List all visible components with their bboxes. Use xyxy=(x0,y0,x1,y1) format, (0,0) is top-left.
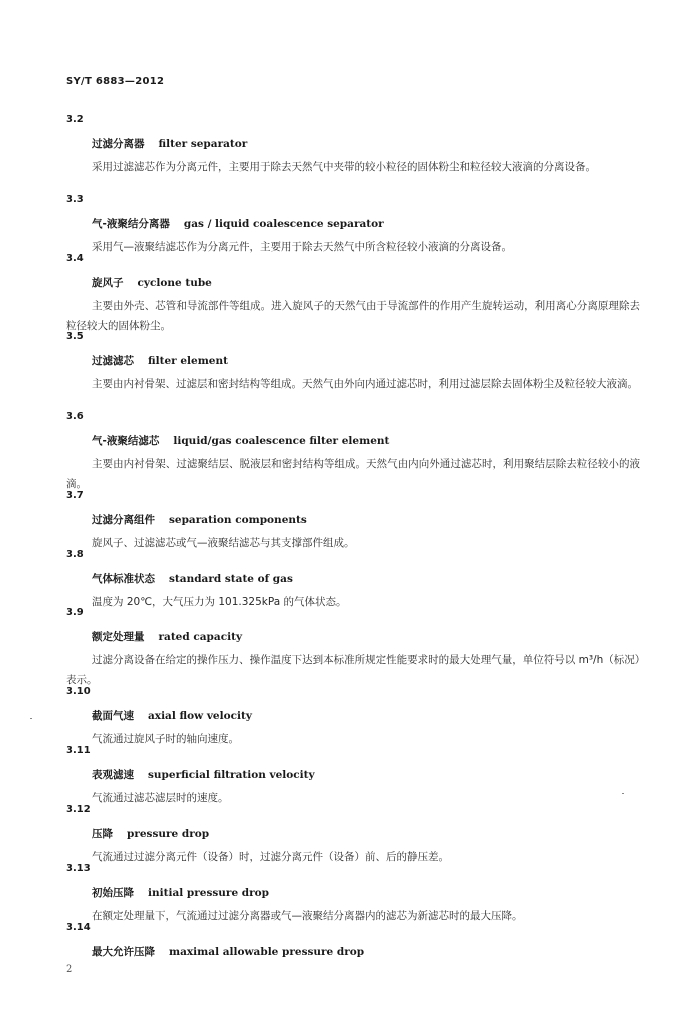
term-en: initial pressure drop xyxy=(148,887,269,899)
term-zh: 过滤滤芯 xyxy=(92,355,134,367)
term-en: liquid/gas coalescence filter element xyxy=(173,435,390,447)
term-heading xyxy=(92,826,209,841)
clause-number: 3.14 xyxy=(66,922,91,933)
term-zh: 气-液聚结滤芯 xyxy=(92,435,160,447)
term-zh: 旋风子 xyxy=(92,277,124,289)
term-heading xyxy=(92,216,384,231)
term-definition: 气流通过滤芯滤层时的速度。 xyxy=(92,792,229,804)
clause-number: 3.7 xyxy=(66,490,84,501)
term-zh: 额定处理量 xyxy=(92,631,145,643)
term-heading xyxy=(92,629,242,644)
term-definition: 主要由内衬骨架、过滤层和密封结构等组成。天然气由外向内通过滤芯时，利用过滤层除去固体粉尘及粒径较大液滴。 xyxy=(92,378,638,390)
term-heading xyxy=(92,512,307,527)
term-definition: 采用过滤滤芯作为分离元件，主要用于除去天然气中夹带的较小粒径的固体粉尘和粒径较大液滴的分离设备。 xyxy=(92,161,596,173)
term-definition: 采用气—液聚结滤芯作为分离元件，主要用于除去天然气中所含粒径较小液滴的分离设备。 xyxy=(92,241,512,253)
clause-number: 3.13 xyxy=(66,863,91,874)
term-definition: 气流通过旋风子时的轴向速度。 xyxy=(92,733,239,745)
term-en: separation components xyxy=(169,514,307,526)
term-zh: 过滤分离器 xyxy=(92,138,145,150)
term-heading xyxy=(92,353,228,368)
term-heading xyxy=(92,944,364,959)
term-definition: 气流通过过滤分离元件（设备）时，过滤分离元件（设备）前、后的静压差。 xyxy=(92,851,449,863)
term-en: filter separator xyxy=(158,138,248,150)
clause-number: 3.12 xyxy=(66,804,91,815)
term-heading xyxy=(92,885,269,900)
term-heading xyxy=(92,136,247,151)
clause-number: 3.3 xyxy=(66,194,84,205)
term-en: superficial filtration velocity xyxy=(148,769,315,781)
term-en: axial flow velocity xyxy=(148,710,252,722)
term-zh: 最大允许压降 xyxy=(92,946,155,958)
term-definition: 在额定处理量下，气流通过过滤分离器或气—液聚结分离器内的滤芯为新滤芯时的最大压降。 xyxy=(92,910,523,922)
term-en: standard state of gas xyxy=(169,573,293,585)
scan-speck xyxy=(622,793,624,794)
term-zh: 压降 xyxy=(92,828,113,840)
term-en: filter element xyxy=(148,355,228,367)
scan-speck xyxy=(30,718,32,719)
term-zh: 过滤分离组件 xyxy=(92,514,155,526)
term-zh: 截面气速 xyxy=(92,710,134,722)
clause-number: 3.8 xyxy=(66,549,84,560)
term-definition: 主要由外壳、芯管和导流部件等组成。进入旋风子的天然气由于导流部件的作用产生旋转运动，利用离心分离原理除去粒径较大的固体粉尘。 xyxy=(66,300,640,332)
term-en: rated capacity xyxy=(158,631,243,643)
term-definition: 温度为 20℃，大气压力为 101.325kPa 的气体状态。 xyxy=(92,596,347,608)
clause-number: 3.9 xyxy=(66,607,84,618)
term-zh: 初始压降 xyxy=(92,887,134,899)
term-en: maximal allowable pressure drop xyxy=(169,946,365,958)
term-definition: 过滤分离设备在给定的操作压力、操作温度下达到本标准所规定性能要求时的最大处理气量，单位符号以 m³/h（标况）表示。 xyxy=(66,654,640,686)
clause-number: 3.10 xyxy=(66,686,91,697)
term-zh: 气-液聚结分离器 xyxy=(92,218,170,230)
page-number: 2 xyxy=(66,964,73,975)
term-en: pressure drop xyxy=(127,828,210,840)
clause-number: 3.11 xyxy=(66,745,91,756)
standard-code: SY/T 6883—2012 xyxy=(66,76,165,87)
term-heading xyxy=(92,767,315,782)
term-zh: 表观滤速 xyxy=(92,769,134,781)
clause-number: 3.6 xyxy=(66,411,84,422)
term-heading xyxy=(92,571,293,586)
term-en: gas / liquid coalescence separator xyxy=(183,218,384,230)
term-definition: 主要由内衬骨架、过滤聚结层、脱液层和密封结构等组成。天然气由内向外通过滤芯时，利用聚结层除去粒径较小的液滴。 xyxy=(66,458,640,490)
clause-number: 3.2 xyxy=(66,114,84,125)
term-heading xyxy=(92,275,212,290)
clause-number: 3.4 xyxy=(66,253,84,264)
term-heading xyxy=(92,433,389,448)
clause-number: 3.5 xyxy=(66,331,84,342)
term-en: cyclone tube xyxy=(137,277,212,289)
term-definition: 旋风子、过滤滤芯或气—液聚结滤芯与其支撑部件组成。 xyxy=(92,537,355,549)
term-heading xyxy=(92,708,252,723)
term-zh: 气体标准状态 xyxy=(92,573,155,585)
